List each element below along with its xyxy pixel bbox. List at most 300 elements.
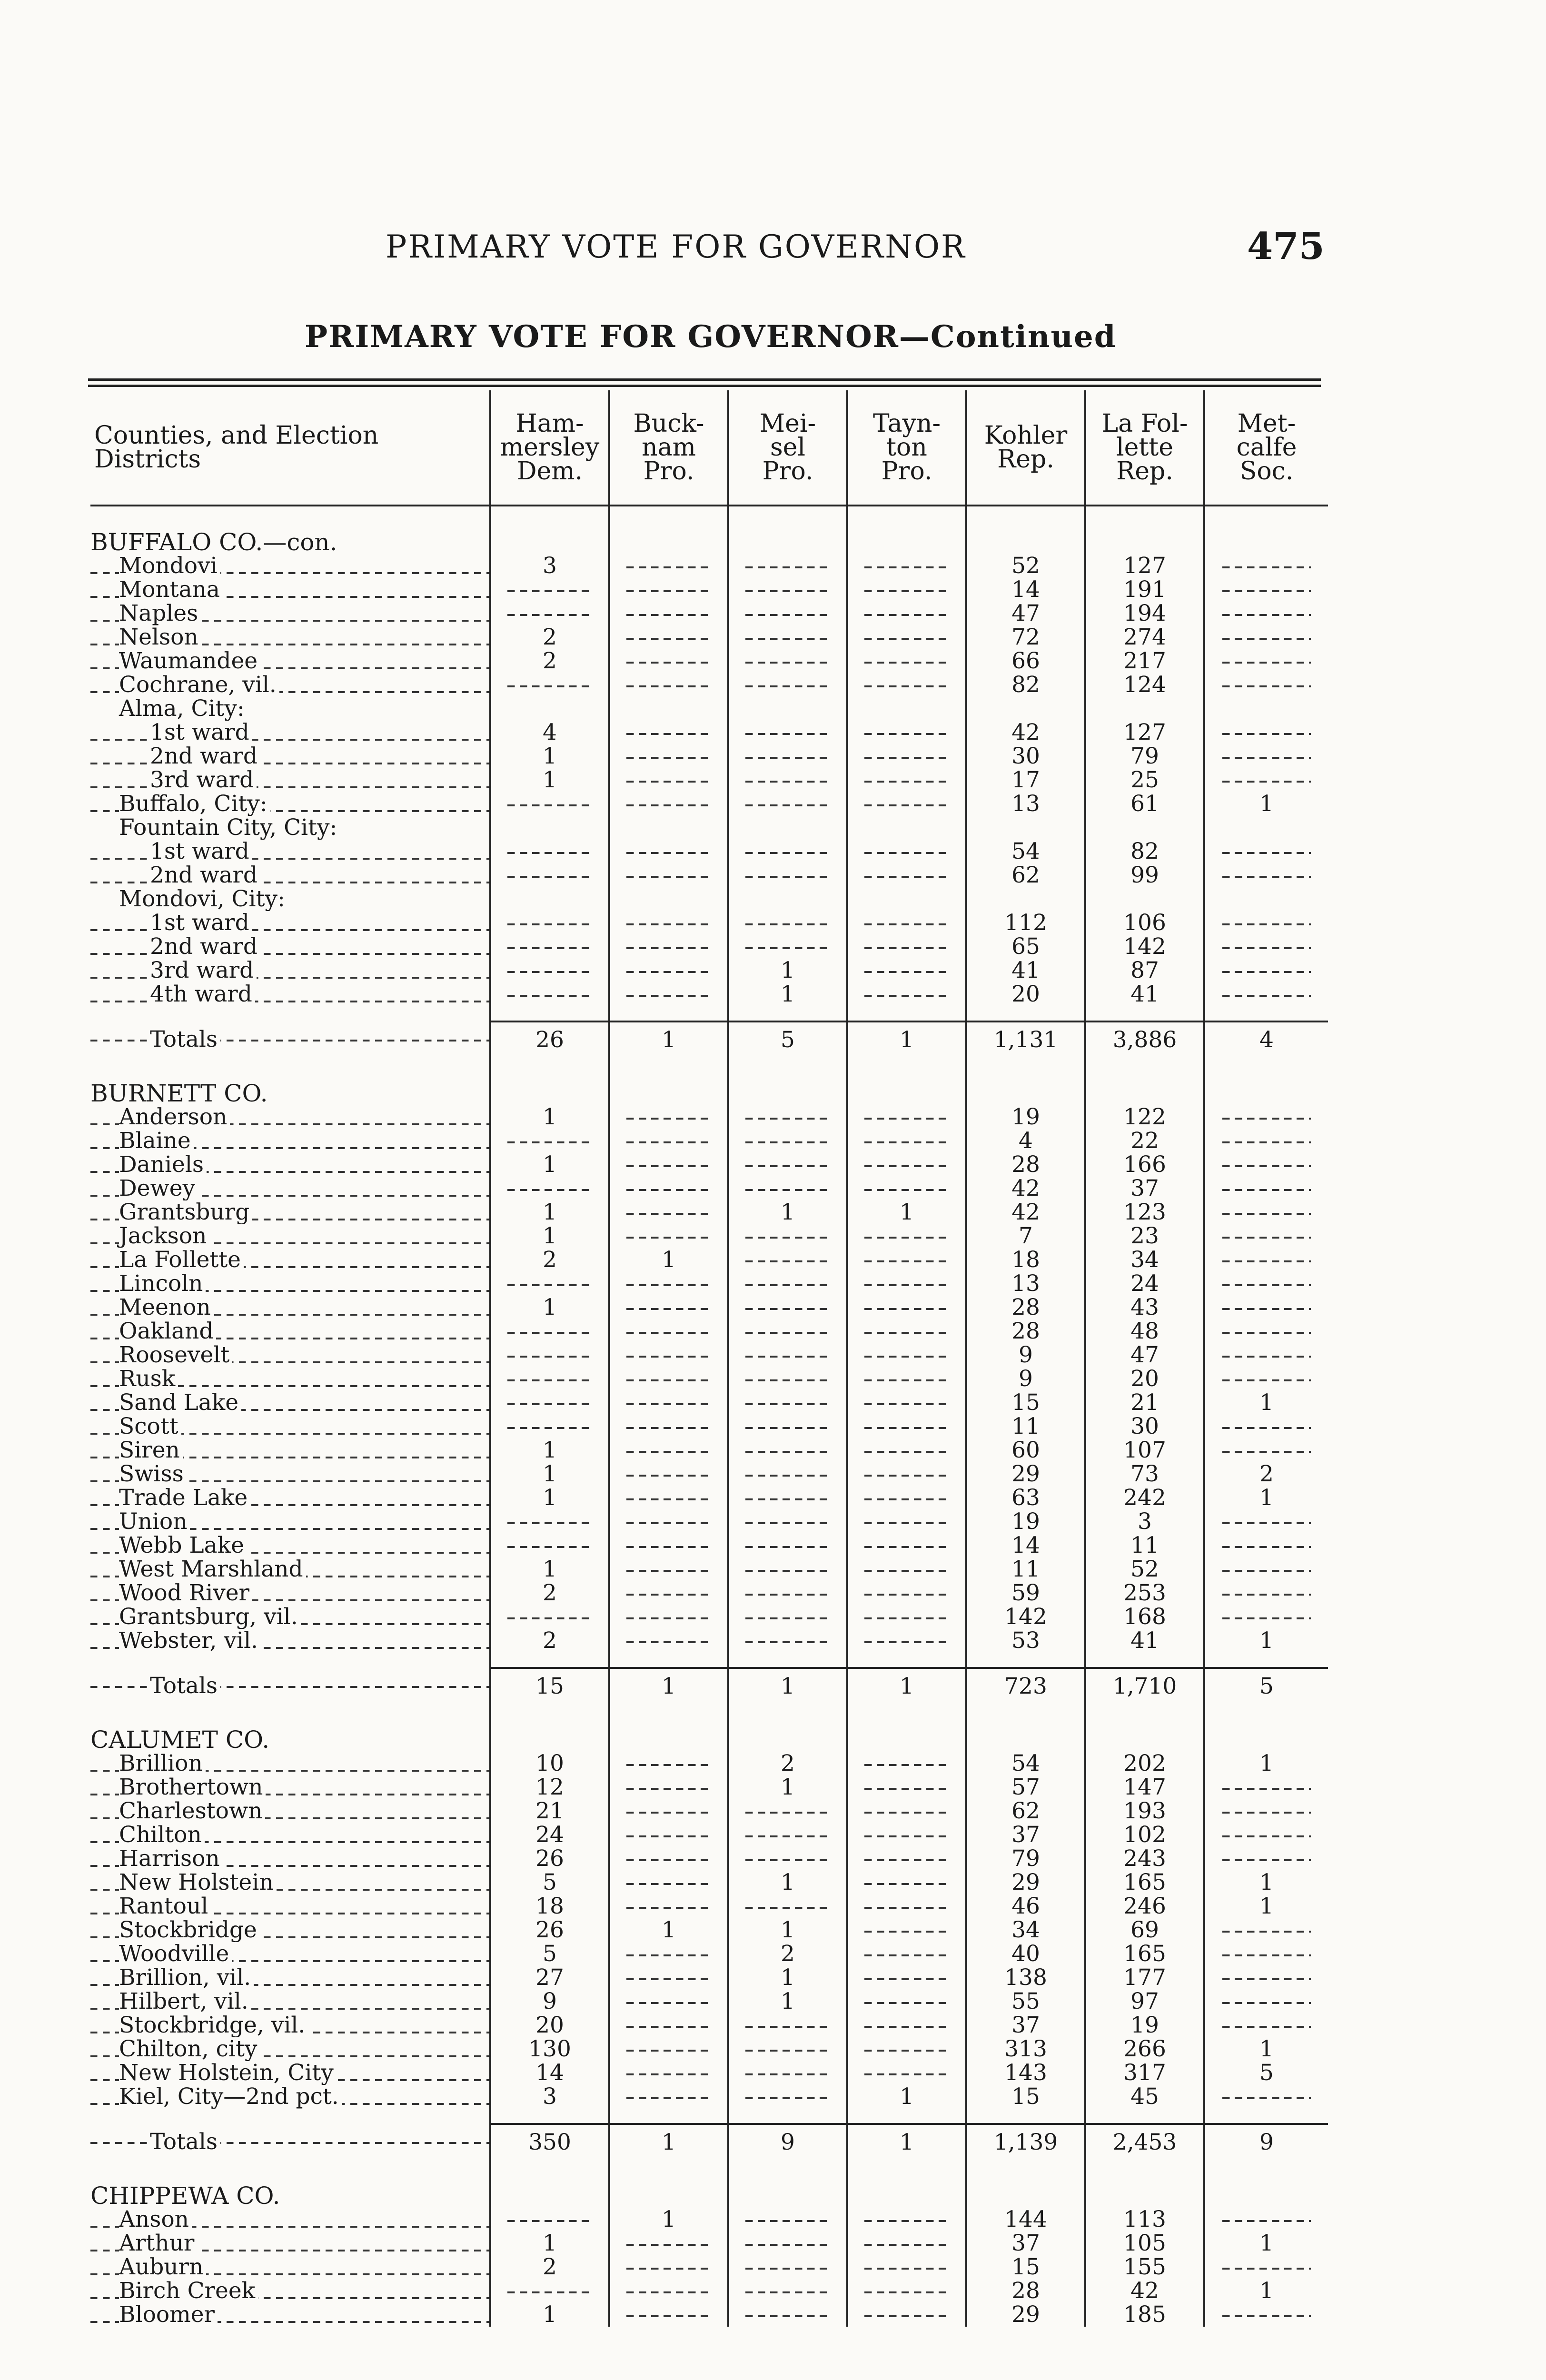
vote-cell-blank (609, 863, 728, 887)
vote-count: 3 (1138, 1510, 1152, 1534)
vote-cell (490, 1629, 609, 1653)
dash-leader (507, 971, 592, 973)
vote-cell (1204, 2037, 1328, 2061)
dash-leader (626, 1189, 711, 1191)
vote-cell (609, 1918, 728, 1942)
vote-cell-blank (490, 935, 609, 959)
vote-cell-blank (1204, 1847, 1328, 1871)
district-name (90, 1752, 490, 1775)
vote-cell (966, 2279, 1085, 2303)
vote-cell (966, 863, 1085, 887)
vote-cell-blank (1204, 1557, 1328, 1581)
vote-count: 194 (1123, 602, 1166, 625)
dash-leader (626, 1883, 711, 1885)
district-name (90, 887, 490, 911)
table-cell-empty (490, 530, 609, 554)
table-cell-empty (90, 1006, 490, 1021)
vote-cell (966, 1510, 1085, 1534)
vote-cell-blank (1204, 1438, 1328, 1462)
column-header-line: lette (1116, 433, 1173, 462)
vote-count: 28 (1011, 2279, 1040, 2303)
table-cell-empty (490, 2184, 609, 2208)
vote-cell-blank (490, 602, 609, 625)
table-spacer-row (90, 1006, 1328, 1021)
vote-cell-blank (609, 1557, 728, 1581)
vote-cell (490, 1248, 609, 1272)
district-name (90, 1775, 490, 1799)
vote-cell-blank (847, 768, 966, 792)
table-cell-empty (1085, 1728, 1204, 1752)
dash-leader (1222, 876, 1311, 878)
vote-cell-blank (847, 1581, 966, 1605)
vote-cell (966, 1248, 1085, 1272)
vote-count: 9 (1019, 1367, 1033, 1391)
table-cell-empty (728, 816, 847, 840)
vote-cell (490, 721, 609, 744)
table-cell-empty (1204, 1728, 1328, 1752)
dash-leader (1222, 1427, 1311, 1429)
vote-cell-blank (609, 911, 728, 935)
vote-cell-blank (1204, 1942, 1328, 1966)
dash-leader (745, 1522, 830, 1524)
vote-cell-blank (847, 1438, 966, 1462)
vote-cell-blank (847, 1894, 966, 1918)
district-label: Jackson (119, 1224, 209, 1248)
district-label: 3rd ward (150, 959, 257, 982)
district-name (90, 1438, 490, 1462)
vote-cell (1085, 2231, 1204, 2255)
vote-cell-blank (847, 578, 966, 602)
vote-count: 1 (1259, 1894, 1274, 1918)
district-label: CALUMET CO. (90, 1728, 272, 1752)
dash-leader (745, 1189, 830, 1191)
table-cell-empty (1085, 1058, 1204, 1081)
table-cell-empty (1085, 2109, 1204, 2124)
vote-count: 15 (535, 1673, 564, 1699)
dash-leader (626, 876, 711, 878)
column-header-line: Tayn- (872, 409, 941, 438)
vote-cell (966, 1775, 1085, 1799)
vote-count: 9 (1259, 2129, 1274, 2155)
vote-count: 147 (1123, 1775, 1166, 1799)
vote-cell (1204, 1391, 1328, 1415)
vote-cell (966, 1177, 1085, 1200)
vote-count: 1 (1259, 1391, 1274, 1415)
table-cell-empty (847, 1704, 966, 1728)
vote-cell-blank (847, 1557, 966, 1581)
dash-leader (745, 1907, 830, 1909)
district-name (90, 1319, 490, 1343)
column-header-tayn (847, 390, 966, 506)
district-name (90, 2255, 490, 2279)
table-row (90, 1823, 1328, 1847)
column-header-district (90, 390, 490, 506)
vote-count: 61 (1130, 792, 1159, 816)
dash-leader (864, 971, 949, 973)
vote-cell-blank (490, 1415, 609, 1438)
vote-count: 123 (1123, 1200, 1166, 1224)
vote-count: 42 (1011, 1177, 1040, 1200)
district-name (90, 959, 490, 982)
district-label: Rantoul (119, 1894, 211, 1918)
vote-cell (966, 1581, 1085, 1605)
dash-leader (507, 947, 592, 949)
vote-cell-blank (728, 1629, 847, 1653)
dash-leader (864, 1907, 949, 1909)
vote-count: 166 (1123, 1153, 1166, 1177)
vote-cell (1085, 602, 1204, 625)
vote-cell-blank (1204, 1319, 1328, 1343)
vote-cell (1085, 1605, 1204, 1629)
table-cell-empty (966, 530, 1085, 554)
vote-count: 47 (1011, 602, 1040, 625)
table-row (90, 959, 1328, 982)
dash-leader (626, 1570, 711, 1572)
table-cell-empty (847, 887, 966, 911)
dash-leader (864, 1475, 949, 1477)
vote-cell (1204, 2124, 1328, 2160)
district-label: 2nd ward (150, 744, 260, 768)
vote-count: 1 (900, 1027, 914, 1053)
table-title: PRIMARY VOTE FOR GOVERNOR—Continued (305, 319, 1117, 355)
vote-cell-blank (1204, 1177, 1328, 1200)
vote-count: 82 (1011, 673, 1040, 697)
dash-leader (507, 1379, 592, 1381)
vote-cell (966, 1966, 1085, 1990)
dash-leader (1222, 971, 1311, 973)
vote-cell-blank (609, 1775, 728, 1799)
dash-leader (864, 590, 949, 592)
vote-cell (490, 1990, 609, 2013)
vote-cell (1085, 1894, 1204, 1918)
vote-count: 1 (781, 1775, 795, 1799)
district-name (90, 1105, 490, 1129)
vote-cell-blank (728, 1534, 847, 1557)
column-header-line: Dem. (516, 457, 583, 486)
table-cell-empty (847, 1081, 966, 1105)
dash-leader (507, 1546, 592, 1548)
district-label: 4th ward (150, 982, 255, 1006)
vote-cell (966, 1438, 1085, 1462)
vote-cell (1204, 1462, 1328, 1486)
vote-cell-blank (1204, 2255, 1328, 2279)
district-name (90, 1153, 490, 1177)
vote-cell-blank (728, 863, 847, 887)
vote-count: 124 (1123, 673, 1166, 697)
vote-count: 13 (1011, 1272, 1040, 1296)
table-spacer-row (90, 1704, 1328, 1728)
vote-count: 191 (1123, 578, 1166, 602)
vote-cell-blank (847, 1105, 966, 1129)
vote-cell-blank (847, 2037, 966, 2061)
column-header-line: Kohler (984, 421, 1068, 450)
vote-cell-blank (728, 578, 847, 602)
vote-count: 1,131 (993, 1027, 1058, 1053)
vote-cell (1085, 1823, 1204, 1847)
district-label: Anson (119, 2208, 192, 2231)
vote-cell-blank (847, 1990, 966, 2013)
dash-leader (1222, 1356, 1311, 1358)
vote-count: 30 (1011, 744, 1040, 768)
vote-cell (847, 2124, 966, 2160)
dash-leader (626, 1546, 711, 1548)
dash-leader (507, 1617, 592, 1619)
district-label: Birch Creek (119, 2279, 258, 2303)
vote-count: 28 (1011, 1296, 1040, 1319)
vote-cell-blank (728, 1510, 847, 1534)
vote-cell-blank (1204, 2303, 1328, 2327)
vote-cell (847, 1021, 966, 1058)
dash-leader (745, 614, 830, 616)
vote-cell-blank (728, 744, 847, 768)
vote-cell-blank (1204, 1343, 1328, 1367)
dash-leader (745, 1284, 830, 1286)
vote-cell (1085, 1129, 1204, 1153)
vote-cell-blank (847, 2061, 966, 2085)
table-body (90, 506, 1328, 2327)
district-label: Buffalo, City: (119, 792, 270, 816)
vote-count: 60 (1011, 1438, 1040, 1462)
district-label: Brillion, vil. (119, 1966, 254, 1990)
vote-count: 1 (900, 2129, 914, 2155)
vote-cell-blank (728, 2037, 847, 2061)
vote-cell-blank (1204, 1799, 1328, 1823)
vote-cell-blank (728, 625, 847, 649)
vote-count: 66 (1011, 649, 1040, 673)
vote-cell (966, 911, 1085, 935)
vote-cell-blank (728, 554, 847, 578)
vote-count: 2 (543, 1629, 557, 1653)
vote-count: 1 (662, 1918, 676, 1942)
dash-leader (1222, 1379, 1311, 1381)
column-header-hamm (490, 390, 609, 506)
table-cell-empty (728, 1704, 847, 1728)
table-cell-empty (847, 1653, 966, 1668)
district-label: La Follette (119, 1248, 244, 1272)
vote-cell (966, 1990, 1085, 2013)
vote-count: 130 (528, 2037, 571, 2061)
vote-cell-blank (1204, 1581, 1328, 1605)
district-name (90, 982, 490, 1006)
district-label: Blaine (119, 1129, 194, 1153)
dash-leader (1222, 662, 1311, 664)
vote-cell-blank (1204, 911, 1328, 935)
vote-count: 1 (1259, 2231, 1274, 2255)
vote-count: 2 (781, 1752, 795, 1775)
dash-leader (745, 2073, 830, 2075)
vote-cell (966, 2231, 1085, 2255)
vote-count: 13 (1011, 792, 1040, 816)
vote-cell (1085, 1557, 1204, 1581)
vote-cell-blank (609, 625, 728, 649)
vote-cell-blank (847, 1799, 966, 1823)
dash-leader (626, 1641, 711, 1643)
vote-cell-blank (609, 1129, 728, 1153)
dash-leader (745, 638, 830, 640)
vote-cell-blank (728, 1343, 847, 1367)
vote-cell-blank (847, 2208, 966, 2231)
dash-leader (745, 757, 830, 759)
vote-cell (490, 1581, 609, 1605)
table-row (90, 1918, 1328, 1942)
vote-cell-blank (609, 2279, 728, 2303)
vote-count: 29 (1011, 1871, 1040, 1894)
vote-count: 82 (1130, 840, 1159, 863)
vote-count: 73 (1130, 1462, 1159, 1486)
table-cell-empty (609, 506, 728, 530)
table-cell-empty (966, 1653, 1085, 1668)
dash-leader (745, 2050, 830, 2052)
table-cell-empty (609, 1058, 728, 1081)
double-rule-bottom (88, 385, 1321, 387)
table-cell-empty (490, 816, 609, 840)
vote-count: 266 (1123, 2037, 1166, 2061)
dash-leader (507, 2220, 592, 2222)
district-label: Cochrane, vil. (119, 673, 279, 697)
vote-cell-blank (490, 911, 609, 935)
vote-count: 65 (1011, 935, 1040, 959)
vote-cell-blank (1204, 744, 1328, 768)
vote-count: 27 (535, 1966, 564, 1990)
table-row (90, 721, 1328, 744)
vote-cell (966, 840, 1085, 863)
table-cell-empty (90, 1653, 490, 1668)
district-name (90, 625, 490, 649)
dash-leader (864, 757, 949, 759)
vote-count: 1,710 (1112, 1673, 1177, 1699)
dash-leader (626, 1141, 711, 1143)
dash-leader (864, 1883, 949, 1885)
column-header-line: nam (642, 433, 696, 462)
dash-leader (864, 1189, 949, 1191)
vote-cell-blank (609, 1177, 728, 1200)
dash-leader (1222, 1165, 1311, 1167)
vote-cell (1085, 1391, 1204, 1415)
table-row (90, 578, 1328, 602)
column-header-line: Ham- (515, 409, 584, 438)
district-name (90, 935, 490, 959)
dash-leader (864, 2026, 949, 2028)
table-cell-empty (490, 1058, 609, 1081)
dash-leader (864, 1379, 949, 1381)
vote-count: 3 (543, 2085, 557, 2109)
vote-count: 10 (535, 1752, 564, 1775)
dash-leader (864, 804, 949, 806)
dash-leader (626, 1764, 711, 1766)
dash-leader (626, 1907, 711, 1909)
county-row (90, 1728, 1328, 1752)
dash-leader (745, 733, 830, 735)
vote-cell-blank (609, 1343, 728, 1367)
dash-leader (626, 1165, 711, 1167)
column-header-buck (609, 390, 728, 506)
vote-cell (966, 1668, 1085, 1704)
vote-cell-blank (847, 982, 966, 1006)
table-cell-empty (966, 2184, 1085, 2208)
district-name (90, 1629, 490, 1653)
table-cell-empty (728, 2160, 847, 2184)
vote-cell (966, 1605, 1085, 1629)
vote-count: 2 (543, 1248, 557, 1272)
vote-cell-blank (847, 1367, 966, 1391)
vote-count: 102 (1123, 1823, 1166, 1847)
district-label: Sand Lake (119, 1391, 241, 1415)
table-row (90, 1296, 1328, 1319)
district-name (90, 1847, 490, 1871)
vote-cell (966, 1391, 1085, 1415)
dash-leader (1222, 1931, 1311, 1933)
vote-cell-blank (847, 863, 966, 887)
vote-count: 122 (1123, 1105, 1166, 1129)
vote-cell (966, 1942, 1085, 1966)
district-name (90, 1990, 490, 2013)
vote-count: 26 (535, 1918, 564, 1942)
vote-count: 4 (1019, 1129, 1033, 1153)
dash-leader (745, 662, 830, 664)
vote-cell (966, 1021, 1085, 1058)
vote-count: 19 (1011, 1105, 1040, 1129)
vote-cell (728, 1871, 847, 1894)
vote-count: 42 (1011, 1200, 1040, 1224)
vote-cell (966, 2037, 1085, 2061)
vote-cell-blank (1204, 554, 1328, 578)
vote-count: 168 (1123, 1605, 1166, 1629)
vote-count: 59 (1011, 1581, 1040, 1605)
vote-count: 1 (543, 2303, 557, 2327)
vote-cell-blank (728, 1605, 847, 1629)
vote-cell (1085, 1918, 1204, 1942)
table-cell-empty (728, 2184, 847, 2208)
vote-cell-blank (847, 935, 966, 959)
table-row (90, 982, 1328, 1006)
vote-count: 1 (1259, 1629, 1274, 1653)
district-name (90, 1871, 490, 1894)
vote-cell (1085, 744, 1204, 768)
district-name (90, 649, 490, 673)
vote-cell-blank (609, 1510, 728, 1534)
vote-count: 4 (543, 721, 557, 744)
vote-count: 62 (1011, 863, 1040, 887)
vote-cell (1085, 1775, 1204, 1799)
table-cell-empty (609, 530, 728, 554)
dash-leader (864, 781, 949, 783)
dash-leader (745, 1498, 830, 1500)
table-row (90, 1557, 1328, 1581)
vote-count: 1 (900, 1673, 914, 1699)
dash-leader (864, 852, 949, 854)
vote-cell-blank (728, 1462, 847, 1486)
table-cell-empty (1085, 2184, 1204, 2208)
vote-cell (966, 1296, 1085, 1319)
district-label: Nelson (119, 625, 201, 649)
district-name (90, 2184, 490, 2208)
vote-cell-blank (1204, 1153, 1328, 1177)
district-label: Grantsburg (119, 1200, 252, 1224)
vote-count: 143 (1004, 2061, 1047, 2085)
vote-cell-blank (609, 1200, 728, 1224)
vote-cell-blank (1204, 1510, 1328, 1534)
table-cell-empty (728, 530, 847, 554)
table-cell-empty (609, 1006, 728, 1021)
table-row (90, 2061, 1328, 2085)
vote-cell-blank (728, 673, 847, 697)
vote-cell (966, 2255, 1085, 2279)
vote-count: 155 (1123, 2255, 1166, 2279)
table-cell-empty (1204, 887, 1328, 911)
district-label: Grantsburg, vil. (119, 1605, 301, 1629)
vote-cell (490, 625, 609, 649)
vote-cell-blank (490, 1129, 609, 1153)
